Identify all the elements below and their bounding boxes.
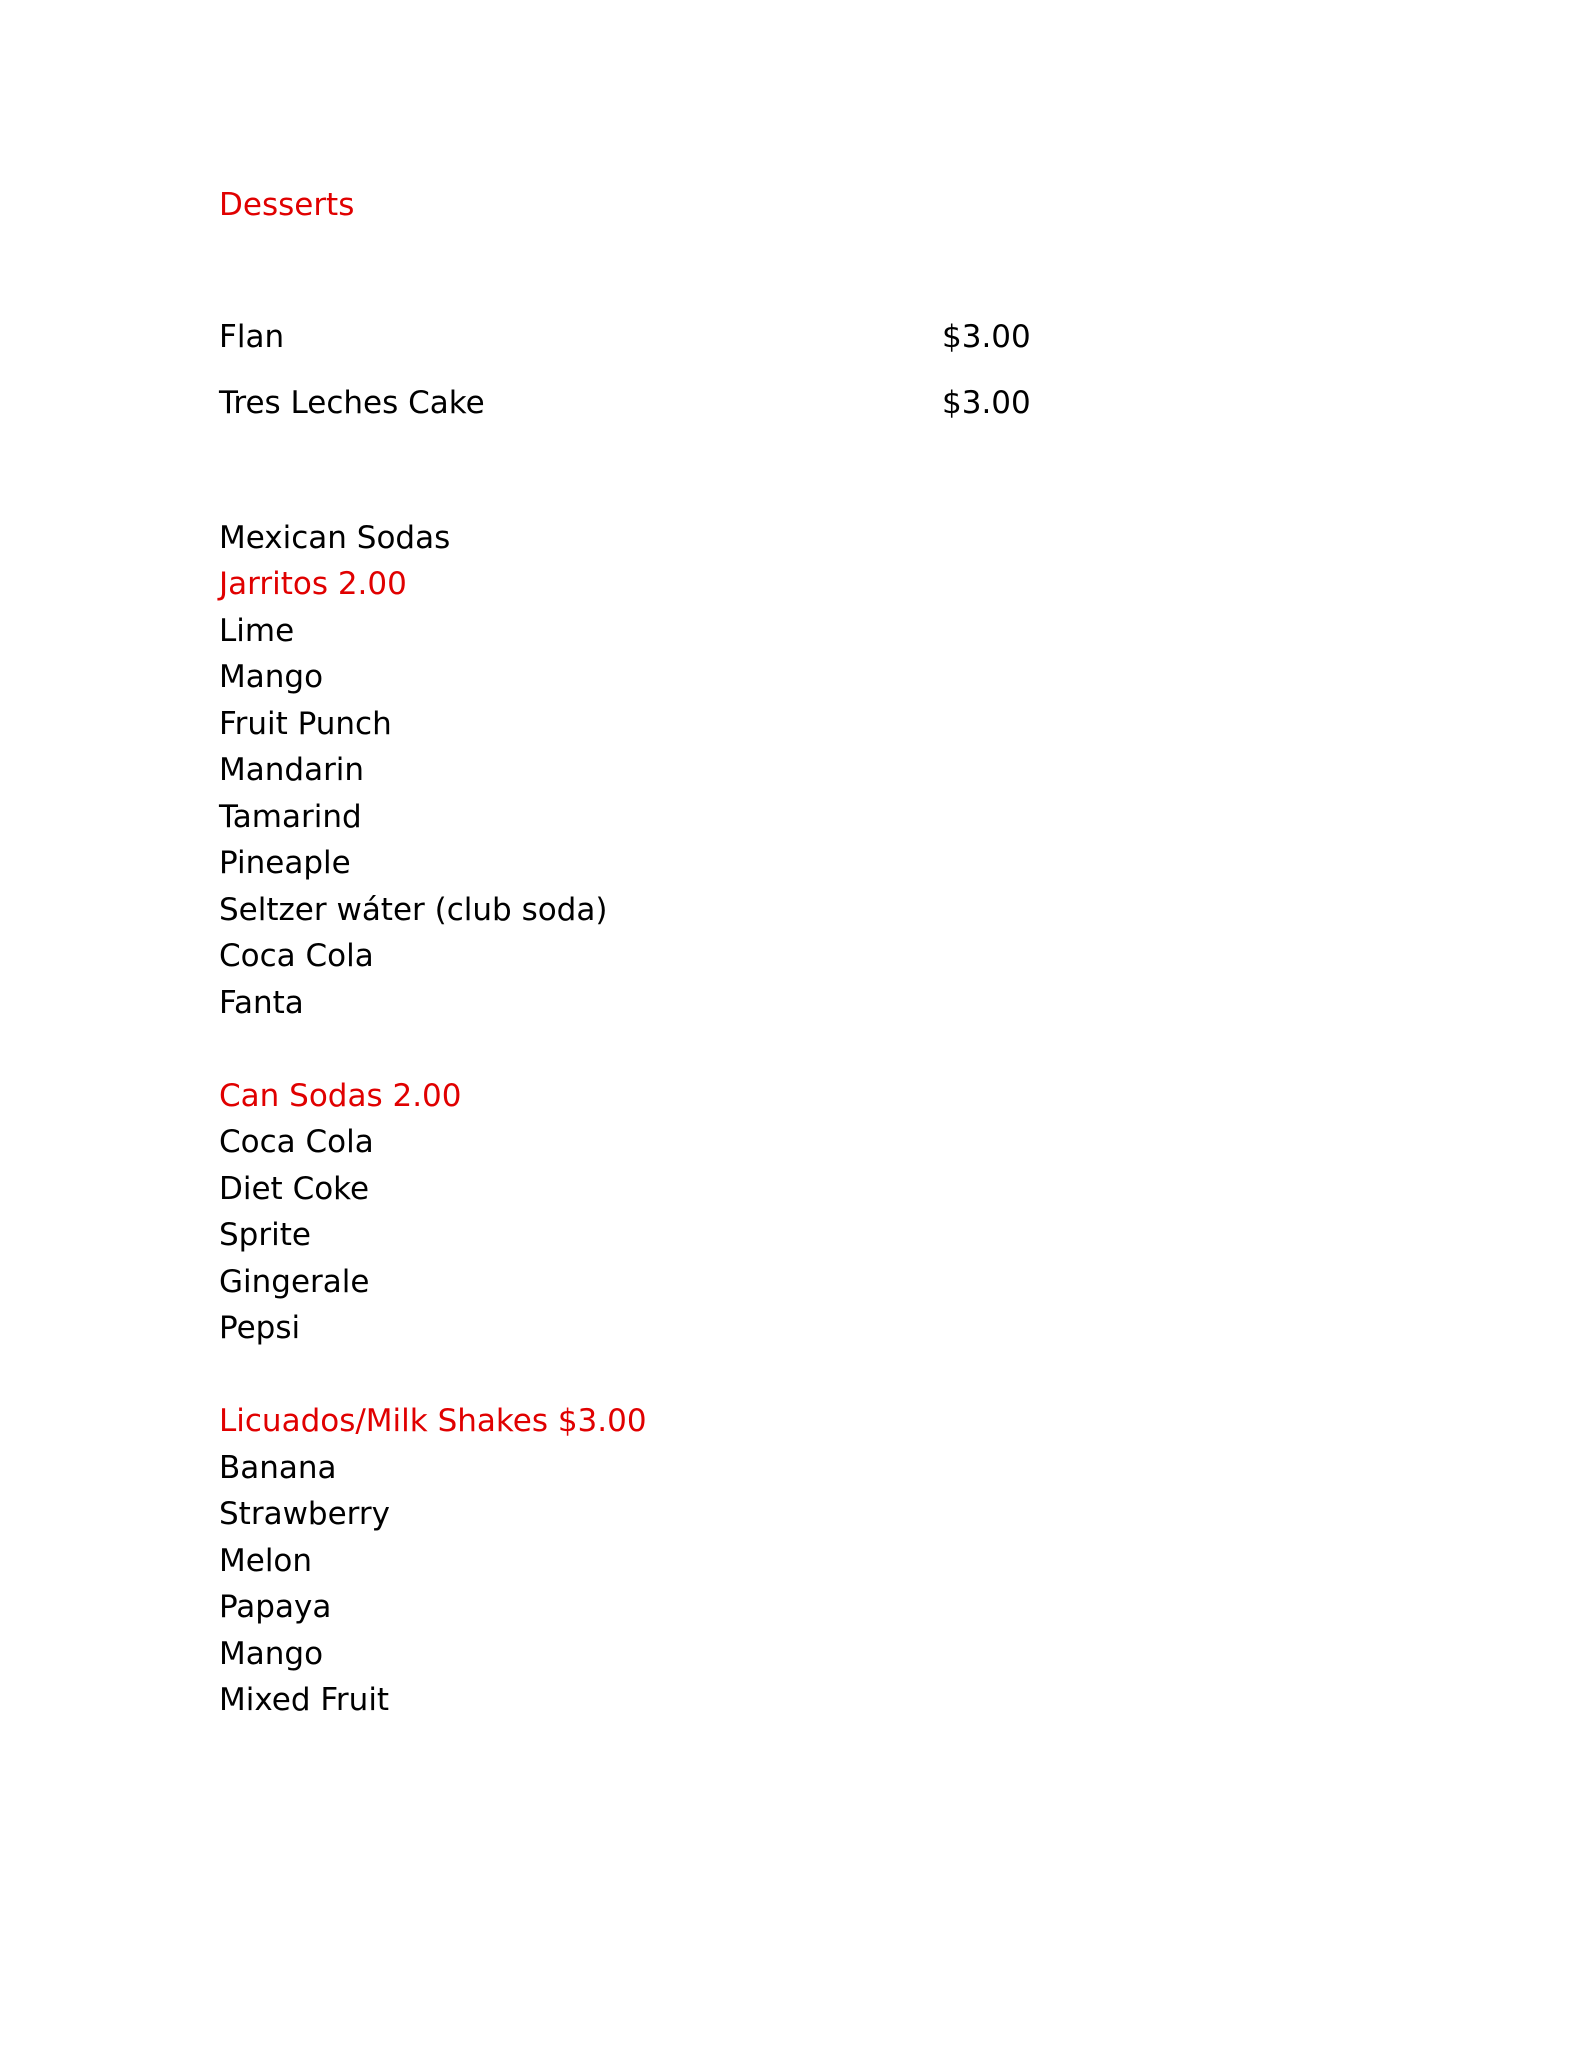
desserts-title: Desserts [219,187,355,223]
list-item: Banana [219,1449,337,1486]
list-item: Mango [219,659,324,695]
list-item: Coca Cola [219,1124,374,1160]
list-item: Sprite [219,1217,311,1253]
licuados-title: Licuados/Milk Shakes $3.00 [219,1403,647,1439]
list-item: Mandarin [219,752,365,788]
dessert-price: $3.00 [942,385,1031,421]
list-item: Lime [219,612,295,649]
list-item: Gingerale [219,1263,370,1300]
dessert-name: Tres Leches Cake [219,385,485,421]
list-item: Strawberry [219,1496,390,1532]
list-item: Fanta [219,984,304,1021]
list-item: Fruit Punch [219,705,392,742]
mexican-sodas-title: Mexican Sodas [219,519,451,556]
list-item: Mango [219,1635,324,1672]
jarritos-subtitle: Jarritos 2.00 [219,566,407,602]
list-item: Diet Coke [219,1170,370,1207]
dessert-item-flan [219,314,1319,361]
list-item: Seltzer wáter (club soda) [219,891,608,928]
dessert-item-tres-leches [219,380,1319,427]
can-sodas-title: Can Sodas 2.00 [219,1077,462,1114]
dessert-name: Flan [219,318,285,355]
menu-content [219,182,1319,1724]
list-item: Mixed Fruit [219,1682,390,1718]
list-item: Pepsi [219,1310,301,1346]
dessert-price: $3.00 [942,318,1031,355]
list-item: Pineaple [219,845,351,881]
list-item: Papaya [219,1589,332,1625]
list-item: Melon [219,1542,313,1579]
list-item: Tamarind [219,798,362,835]
list-item: Coca Cola [219,938,374,974]
